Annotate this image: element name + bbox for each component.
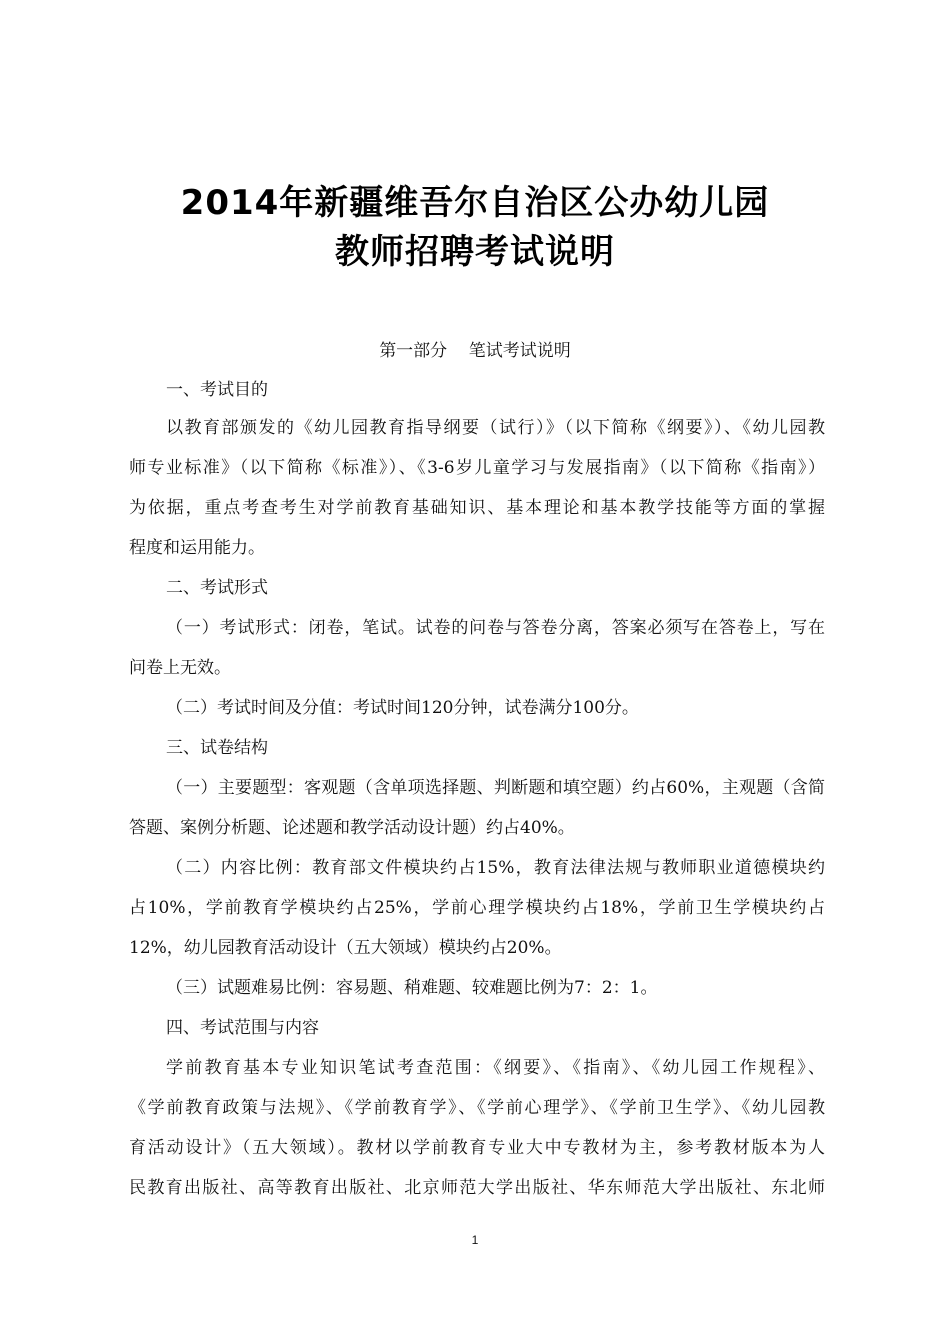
page-number: 1 xyxy=(471,1233,479,1247)
paragraph-line: 程度和运用能力。 xyxy=(129,538,265,558)
part-heading: 第一部分 笔试考试说明 xyxy=(379,341,571,361)
paragraph-line: 占10%，学前教育学模块约占25%，学前心理学模块约占18%，学前卫生学模块约占 xyxy=(129,898,825,918)
paragraph-line: （一）考试形式：闭卷，笔试。试卷的问卷与答卷分离，答案必须写在答卷上，写在 xyxy=(166,618,825,638)
paragraph-line: （二）考试时间及分值：考试时间120分钟，试卷满分100分。 xyxy=(166,698,639,718)
paragraph-line: 以教育部颁发的《幼儿园教育指导纲要（试行）》（以下简称《纲要》）、《幼儿园教 xyxy=(166,418,825,438)
document-title-line-1: 2014年新疆维吾尔自治区公办幼儿园 xyxy=(180,183,770,223)
paragraph-line: 学前教育基本专业知识笔试考查范围：《纲要》、《指南》、《幼儿园工作规程》、 xyxy=(166,1058,825,1078)
paragraph-line: 民教育出版社、高等教育出版社、北京师范大学出版社、华东师范大学出版社、东北师 xyxy=(129,1178,825,1198)
document-title-line-2: 教师招聘考试说明 xyxy=(335,232,615,272)
paragraph-line: 答题、案例分析题、论述题和教学活动设计题）约占40%。 xyxy=(129,818,575,838)
heading-exam-scope: 四、考试范围与内容 xyxy=(166,1018,319,1038)
paragraph-line: （三）试题难易比例：容易题、稍难题、较难题比例为7：2：1。 xyxy=(166,978,658,998)
paragraph-line: 12%，幼儿园教育活动设计（五大领域）模块约占20%。 xyxy=(129,938,562,958)
paragraph-line: 育活动设计》（五大领域）。教材以学前教育专业大中专教材为主，参考教材版本为人 xyxy=(129,1138,825,1158)
paragraph-line: 师专业标准》（以下简称《标准》）、《3-6岁儿童学习与发展指南》（以下简称《指南》） xyxy=(129,458,825,478)
heading-exam-purpose: 一、考试目的 xyxy=(166,380,268,400)
paragraph-line: 问卷上无效。 xyxy=(129,658,231,678)
paragraph-line: 为依据，重点考查考生对学前教育基础知识、基本理论和基本教学技能等方面的掌握 xyxy=(129,498,825,518)
heading-paper-structure: 三、试卷结构 xyxy=(166,738,268,758)
paragraph-line: （一）主要题型：客观题（含单项选择题、判断题和填空题）约占60%，主观题（含简 xyxy=(166,778,825,798)
heading-exam-format: 二、考试形式 xyxy=(166,578,268,598)
paragraph-line: （二）内容比例：教育部文件模块约占15%，教育法律法规与教师职业道德模块约 xyxy=(166,858,825,878)
paragraph-line: 《学前教育政策与法规》、《学前教育学》、《学前心理学》、《学前卫生学》、《幼儿园教 xyxy=(129,1098,825,1118)
